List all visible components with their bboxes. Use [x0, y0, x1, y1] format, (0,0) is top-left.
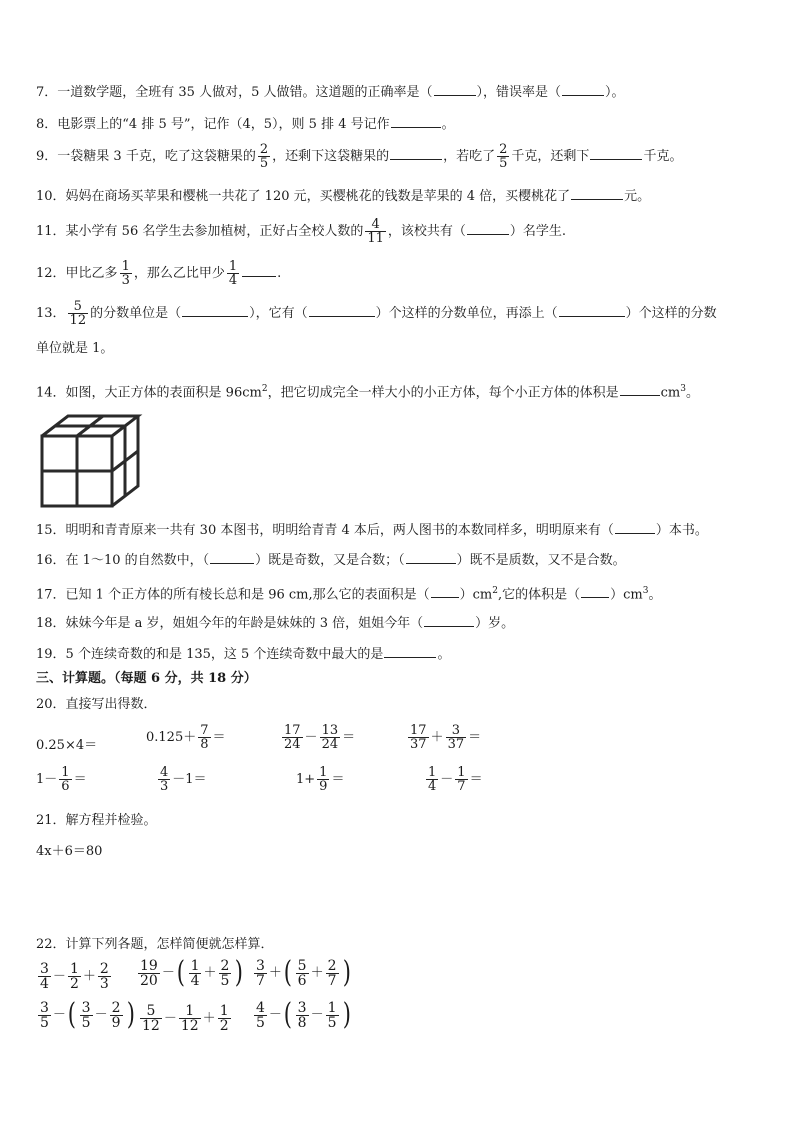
expr-3: $\frac{3}{7}$ ＋( $\frac{5}{6}$ ＋ $\frac{2}{7}$ ) [256, 955, 351, 990]
question-17: 17．已知 1 个正方体的所有棱长总和是 96 cm,那么它的表面积是（ ）$cm^2$,它的体积是（ ）$cm^3$。 [36, 586, 662, 603]
equation-21: 4x＋6＝80 [36, 844, 103, 859]
calc-7: 1+ $\frac{1}{9}$ ＝ [296, 765, 345, 794]
calc-1: 0.25×4＝ [36, 738, 98, 753]
calc-8: $\frac{1}{4}$ － $\frac{1}{7}$ ＝ [428, 765, 483, 794]
question-10: 10．妈妈在商场买苹果和樱桃一共花了 120 元，买樱桃花的钱数是苹果的 4 倍，买樱桃花了 元。 [36, 189, 651, 204]
expr-2: $\frac{19}{20}$ －( $\frac{1}{4}$ ＋ $\frac{2}{5}$ ) [140, 955, 244, 990]
question-13-cont: 单位就是 1。 [36, 341, 114, 356]
question-22: 22．计算下列各题，怎样简便就怎样算． [36, 937, 274, 952]
question-13: 13． $\frac{5}{12}$ 的分数单位是（ ），它有（ ）个这样的分数单位，再添上（ ）个这样的分数 [36, 299, 717, 328]
question-8: 8．电影票上的“4 排 5 号”，记作（4，5），则 5 排 4 号记作 。 [36, 117, 455, 132]
calc-5: 1－ $\frac{1}{6}$ ＝ [36, 765, 87, 794]
question-14: 14．如图，大正方体的表面积是 $96cm^2$，把它切成完全一样大小的小正方体，每个小正方体的体积是 $cm^3$。 [36, 384, 699, 401]
question-9: 9．一袋糖果 3 千克，吃了这袋糖果的 $\frac{2}{5}$ ，还剩下这袋糖果的 ，若吃了 $\frac{2}{5}$ 千克，还剩下 千克。 [36, 142, 683, 171]
question-11: 11．某小学有 56 名学生去参加植树，正好占全校人数的 $\frac{4}{11}$ ，该校共有（ ）名学生. [36, 217, 567, 246]
question-21: 21．解方程并检验。 [36, 813, 157, 828]
question-20: 20．直接写出得数． [36, 697, 157, 712]
question-12: 12．甲比乙多 $\frac{1}{3}$ ，那么乙比甲少 $\frac{1}{4}$ . [36, 259, 282, 288]
section-3-title: 三、计算题。（每题 6 分，共 18 分） [36, 671, 257, 686]
question-7: 7．一道数学题，全班有 35 人做对，5 人做错。这道题的正确率是（ ），错误率是（ ）。 [36, 85, 625, 100]
question-15: 15．明明和青青原来一共有 30 本图书，明明给青青 4 本后，两人图书的本数同样多，明明原来有（ ）本书。 [36, 523, 708, 538]
question-19: 19．5 个连续奇数的和是 135，这 5 个连续奇数中最大的是 。 [36, 647, 451, 662]
cube-figure [38, 410, 146, 512]
expr-4: $\frac{3}{5}$ －( $\frac{3}{5}$ － $\frac{2}{9}$ ) [40, 997, 135, 1032]
calc-4: $\frac{17}{37}$ ＋ $\frac{3}{37}$ ＝ [410, 723, 482, 752]
calc-3: $\frac{17}{24}$ － $\frac{13}{24}$ ＝ [284, 723, 356, 752]
question-16: 16．在 1～10 的自然数中，（ ）既是奇数，又是合数；（ ）既不是质数，又不是合数。 [36, 553, 626, 568]
question-18: 18．妹妹今年是 a 岁，姐姐今年的年龄是妹妹的 3 倍，姐姐今年（ ）岁。 [36, 616, 515, 631]
calc-6: $\frac{4}{3}$ －1＝ [160, 765, 207, 794]
expr-6: $\frac{4}{5}$ －( $\frac{3}{8}$ － $\frac{1}{5}$ ) [256, 997, 351, 1032]
expr-5: $\frac{5}{12}$ － $\frac{1}{12}$ ＋ $\frac{1}{2}$ [142, 1003, 229, 1034]
calc-2: 0.125＋ $\frac{7}{8}$ ＝ [146, 723, 226, 752]
expr-1: $\frac{3}{4}$ － $\frac{1}{2}$ ＋ $\frac{2}{3}$ [40, 961, 109, 992]
